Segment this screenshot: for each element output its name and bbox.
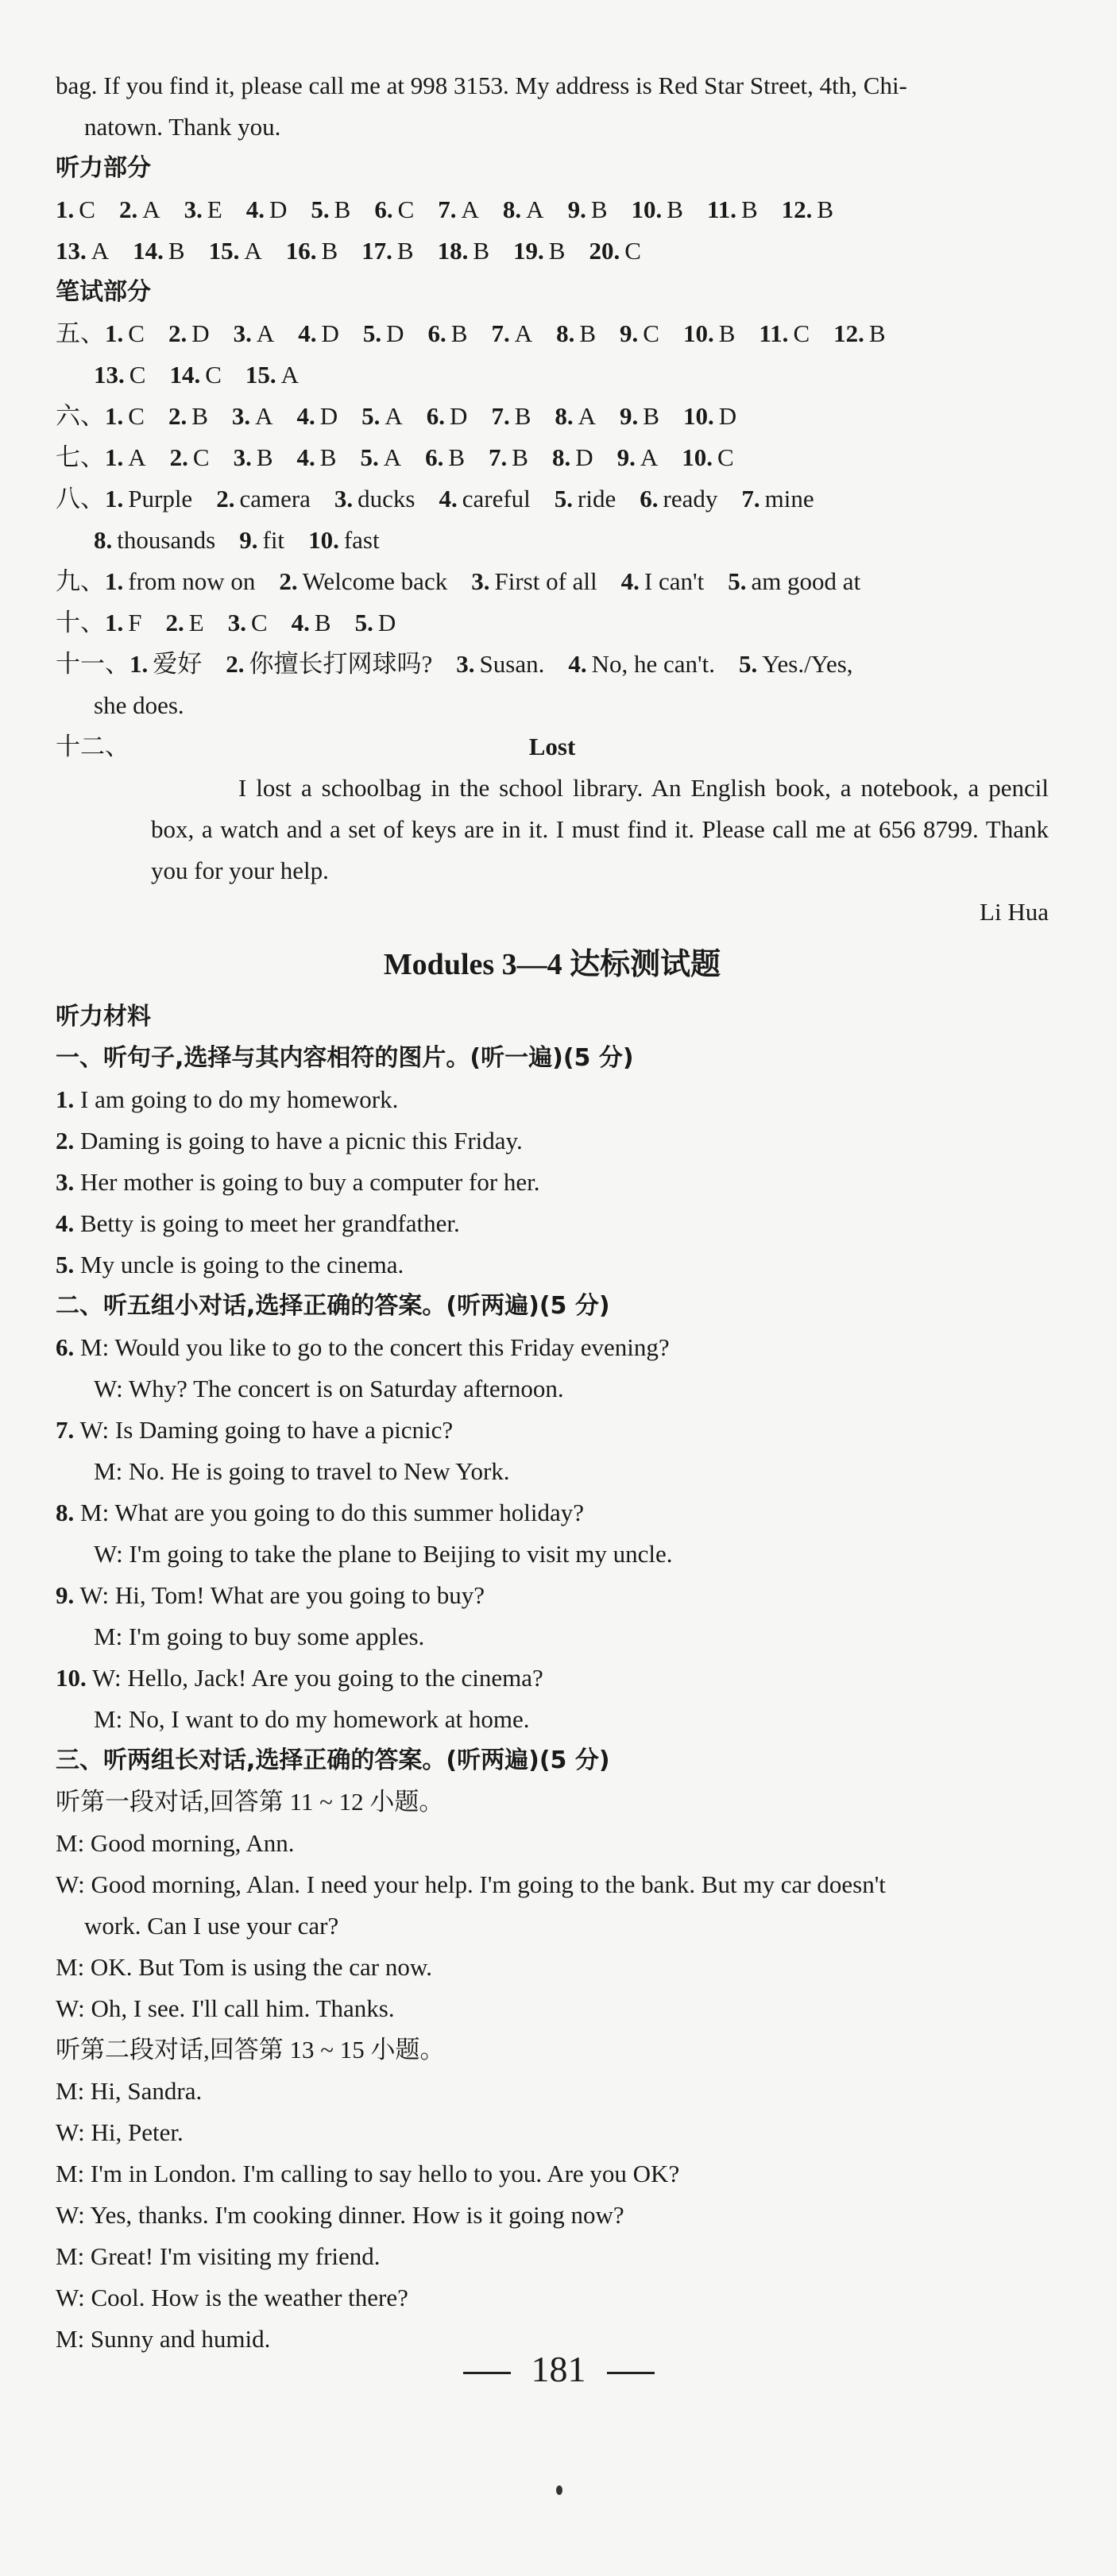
listening-answers-row-2 <box>56 230 1049 272</box>
section-label: 十一、 <box>56 650 129 678</box>
answer-item: 7. B <box>491 402 531 430</box>
page-number-footer <box>0 2348 1117 2390</box>
answer-item: 9. B <box>620 402 659 430</box>
section-8-row-1 <box>56 478 1049 520</box>
dialog-1-line-1: M: Good morning, Ann. <box>56 1829 295 1857</box>
answer-item: 2. A <box>118 195 160 223</box>
answer-item: 2. D <box>168 319 210 347</box>
answer-list <box>105 402 760 430</box>
intro-line-2: natown. Thank you. <box>84 113 281 141</box>
answer-item: 11. B <box>706 195 758 223</box>
page-number: 181 <box>531 2349 586 2389</box>
answer-item: 6. D <box>426 402 468 430</box>
part-1-items <box>56 1079 1049 1286</box>
answer-item: 3. B <box>233 443 273 471</box>
answer-item: 18. B <box>437 237 490 265</box>
answer-item: 6. C <box>374 195 415 223</box>
part-1-heading: 一、听句子,选择与其内容相符的图片。(听一遍)(5 分) <box>56 1044 634 1072</box>
answer-item: 15. A <box>245 361 300 389</box>
answer-item: 3. C <box>227 609 268 636</box>
answer-item: 4. B <box>296 443 337 471</box>
section-10-row <box>56 602 1049 644</box>
dialog-line: W: Why? The concert is on Saturday afternoon. <box>94 1375 564 1402</box>
answer-item: 3. A <box>231 402 273 430</box>
answer-item: 7. A <box>491 319 533 347</box>
answer-item: 10. B <box>682 319 736 347</box>
answer-item: 10. B <box>631 195 683 223</box>
dialog-line: 7. W: Is Daming going to have a picnic? <box>56 1416 454 1444</box>
section-label: 九、 <box>56 567 105 595</box>
dialog-2-line-1: M: Hi, Sandra. <box>56 2077 203 2105</box>
answer-item: 3. A <box>233 319 275 347</box>
answer-item: 3. Susan. <box>456 650 545 678</box>
answer-item: 9. C <box>620 319 659 347</box>
answer-item: 10. D <box>682 402 737 430</box>
answer-item: 8. thousands <box>94 526 216 554</box>
answer-item: 5. D <box>354 609 396 636</box>
answer-item: 5. B <box>311 195 351 223</box>
answer-item: 1. C <box>105 319 145 347</box>
answer-item: 14. C <box>169 361 222 389</box>
dialog-1-line-5: W: Oh, I see. I'll call him. Thanks. <box>56 1994 395 2022</box>
answer-list <box>105 443 758 471</box>
section-8-row-2 <box>56 520 1049 561</box>
answer-item: 9. B <box>567 195 608 223</box>
answer-item: 1. F <box>105 609 142 636</box>
answer-list <box>129 650 877 678</box>
section-11-row-1 <box>56 644 1049 685</box>
section-6-row <box>56 396 1049 437</box>
answer-item: 8. A <box>502 195 544 223</box>
listening-answers-row-1 <box>56 189 1049 230</box>
answer-item: 4. I can't <box>620 567 705 595</box>
answer-item: 3. E <box>184 195 222 223</box>
section-label: 七、 <box>56 443 105 471</box>
dialog-2-line-2: W: Hi, Peter. <box>56 2118 184 2146</box>
answer-item: 2. Welcome back <box>279 567 448 595</box>
section-9-row <box>56 561 1049 602</box>
section-5-row-1 <box>56 313 1049 354</box>
answer-item: 6. B <box>427 319 468 347</box>
answer-item: 5. A <box>361 402 403 430</box>
material-heading: 听力材料 <box>56 1003 151 1031</box>
dialog-line: 10. W: Hello, Jack! Are you going to the cinema? <box>56 1664 543 1692</box>
written-heading: 笔试部分 <box>56 278 151 306</box>
answer-item: 4. No, he can't. <box>568 650 715 678</box>
answer-item: 4. B <box>291 609 331 636</box>
answer-item: 13. A <box>56 237 110 265</box>
dash-right <box>607 2372 655 2374</box>
dialog-2-line-3: M: I'm in London. I'm calling to say hello to you. Are you OK? <box>56 2160 680 2187</box>
answer-item: 4. D <box>245 195 288 223</box>
essay-paragraph: I lost a schoolbag in the school library. An English book, a notebook, a pencil box, a watch and a set of keys are in it. I must find it. Please call me at 656 8799. Thank you for your help. <box>151 774 1049 884</box>
answer-item: 8. A <box>555 402 597 430</box>
sentence-item: 5. My uncle is going to the cinema. <box>56 1251 404 1278</box>
intro-line-1: bag. If you find it, please call me at 998 3153. My address is Red Star Street, 4th, Chi- <box>56 72 907 99</box>
section-12-header <box>56 726 1049 768</box>
answer-item: 9. fit <box>239 526 285 554</box>
dialog-1-line-4: M: OK. But Tom is using the car now. <box>56 1953 433 1981</box>
essay-signature: Li Hua <box>980 898 1049 926</box>
dialog-2-line-4: W: Yes, thanks. I'm cooking dinner. How is it going now? <box>56 2201 624 2229</box>
part-3-subheading-2: 听第二段对话,回答第 13 ~ 15 小题。 <box>56 2036 445 2064</box>
sentence-item: 2. Daming is going to have a picnic this Friday. <box>56 1127 523 1155</box>
answer-item: 20. C <box>589 237 641 265</box>
answer-item: 7. B <box>489 443 528 471</box>
answer-item: 5. A <box>360 443 402 471</box>
sentence-item: 1. I am going to do my homework. <box>56 1085 399 1113</box>
answer-item: 17. B <box>361 237 414 265</box>
answer-item: 2. E <box>165 609 204 636</box>
answer-item: 2. B <box>168 402 208 430</box>
answer-item: 1. Purple <box>105 485 193 512</box>
answer-item: 3. First of all <box>471 567 597 595</box>
answer-item: 14. B <box>133 237 185 265</box>
answer-item: 4. D <box>298 319 339 347</box>
section-label: 五、 <box>56 319 105 347</box>
answer-item: 5. D <box>362 319 404 347</box>
answer-item: 7. A <box>438 195 479 223</box>
part-2-heading: 二、听五组小对话,选择正确的答案。(听两遍)(5 分) <box>56 1292 610 1320</box>
dialog-line: M: No, I want to do my homework at home. <box>94 1705 530 1733</box>
part-2-dialogs <box>56 1327 1049 1740</box>
answer-list <box>105 319 910 347</box>
answer-item: 16. B <box>285 237 338 265</box>
answer-list <box>105 609 419 636</box>
answer-list <box>105 485 838 512</box>
dialog-line: 9. W: Hi, Tom! What are you going to buy? <box>56 1581 485 1609</box>
ink-dot <box>556 2485 562 2495</box>
answer-item: 9. A <box>616 443 659 471</box>
dialog-line: 6. M: Would you like to go to the concert this Friday evening? <box>56 1333 670 1361</box>
section-5-row-2 <box>56 354 1049 396</box>
answer-item: 8. D <box>551 443 593 471</box>
essay-title: Lost <box>528 733 576 760</box>
dialog-line: M: I'm going to buy some apples. <box>94 1623 425 1650</box>
answer-item: 1. from now on <box>105 567 256 595</box>
answer-item: 19. B <box>513 237 566 265</box>
test-title: Modules 3—4 达标测试题 <box>383 948 721 981</box>
section-label: 十、 <box>56 609 105 636</box>
answer-item: 2. camera <box>216 485 311 512</box>
listening-heading: 听力部分 <box>56 154 151 182</box>
answer-item: 15. A <box>208 237 262 265</box>
answer-item: 11. C <box>759 319 810 347</box>
answer-item: 5. Yes./Yes, <box>738 650 853 678</box>
answer-item: 2. 你擅长打网球吗? <box>226 650 433 678</box>
answer-item: 7. mine <box>741 485 814 512</box>
section-label: 十二、 <box>56 733 129 760</box>
answer-item: 10. fast <box>308 526 380 554</box>
dialog-line: M: No. He is going to travel to New York. <box>94 1457 510 1485</box>
dialog-1-line-3: work. Can I use your car? <box>84 1912 339 1940</box>
answer-item: 8. B <box>556 319 597 347</box>
answer-item: 4. careful <box>439 485 531 512</box>
answer-item: 4. D <box>296 402 338 430</box>
answer-item: 1. C <box>56 195 95 223</box>
answer-content <box>56 65 1049 2360</box>
dialog-2-line-7: M: Sunny and humid. <box>56 2325 271 2353</box>
section-11-row-2: she does. <box>94 691 184 719</box>
answer-item: 12. B <box>833 319 886 347</box>
answer-item: 6. B <box>425 443 466 471</box>
sentence-item: 4. Betty is going to meet her grandfather. <box>56 1209 460 1237</box>
dialog-1-line-2: W: Good morning, Alan. I need your help. I'm going to the bank. But my car doesn't <box>56 1870 886 1898</box>
dialog-2-line-6: W: Cool. How is the weather there? <box>56 2284 408 2311</box>
answer-item: 6. ready <box>640 485 718 512</box>
answer-item: 13. C <box>94 361 146 389</box>
answer-item: 1. A <box>105 443 146 471</box>
sentence-item: 3. Her mother is going to buy a computer for her. <box>56 1168 540 1196</box>
dialog-2-line-5: M: Great! I'm visiting my friend. <box>56 2242 381 2270</box>
section-label: 六、 <box>56 402 105 430</box>
part-3-subheading-1: 听第一段对话,回答第 11 ~ 12 小题。 <box>56 1788 444 1816</box>
part-3-heading: 三、听两组长对话,选择正确的答案。(听两遍)(5 分) <box>56 1746 610 1774</box>
answer-item: 1. 爱好 <box>129 650 203 678</box>
answer-item: 3. ducks <box>334 485 415 512</box>
section-7-row <box>56 437 1049 478</box>
answer-item: 5. am good at <box>728 567 861 595</box>
section-label: 八、 <box>56 485 105 512</box>
answer-item: 5. ride <box>554 485 616 512</box>
answer-list <box>105 567 884 595</box>
answer-item: 10. C <box>682 443 734 471</box>
answer-item: 2. C <box>169 443 210 471</box>
answer-item: 12. B <box>781 195 834 223</box>
dash-left <box>463 2372 511 2374</box>
dialog-line: W: I'm going to take the plane to Beijing to visit my uncle. <box>94 1540 673 1568</box>
dialog-line: 8. M: What are you going to do this summer holiday? <box>56 1499 584 1526</box>
answer-item: 1. C <box>105 402 145 430</box>
